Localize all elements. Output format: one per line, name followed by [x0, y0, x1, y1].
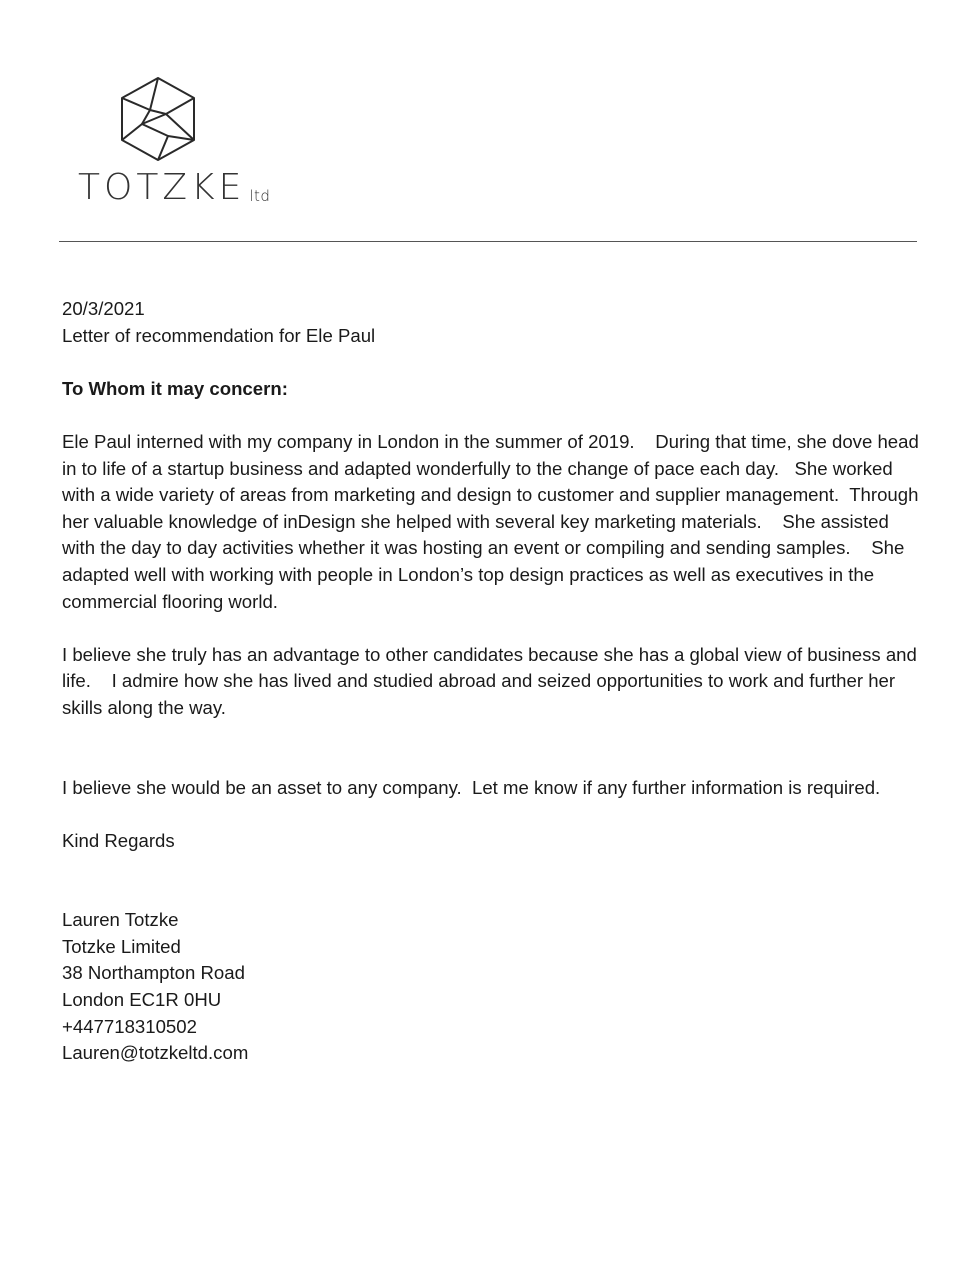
signature-name: Lauren Totzke [62, 909, 179, 931]
signature-phone: +447718310502 [62, 1015, 197, 1037]
paragraph-internship: Ele Paul interned with my company in London in the summer of 2019. During that time, she dove head in to life of a startup business and adapted wonderfully to the change of pace each day. She worked with a wide variety of areas from marketing and design to customer and supplier management. Through her valuable knowledge of inDesign she helped with several key marketing materials. She assisted with the day to day activities whether it was hosting an event or compiling and sending samples. She adapted well with working with people in London’s top design practices as well as executives in the commercial flooring world. [62, 430, 925, 612]
signature-address-line1: 38 Northampton Road [62, 962, 245, 984]
company-suffix: ltd [249, 187, 271, 205]
signature-block [62, 907, 922, 1067]
header-divider [59, 241, 917, 242]
letter-body [62, 296, 925, 1067]
paragraph-global-view: I believe she truly has an advantage to other candidates because she has a global view of business and life. I admire how she has lived and studied abroad and seized opportunities to work and further her skills along the way. [62, 643, 923, 718]
signature-address-line2: London EC1R 0HU [62, 989, 222, 1011]
company-wordmark [78, 167, 271, 208]
letterhead [78, 70, 298, 210]
letter-date: 20/3/2021 [62, 298, 145, 319]
letter-salutation: To Whom it may concern: [62, 377, 288, 399]
letter-closing: Kind Regards [62, 829, 175, 851]
signature-company: Totzke Limited [62, 935, 181, 957]
paragraph-asset: I believe she would be an asset to any company. Let me know if any further information is required. [62, 776, 881, 798]
hexagon-logo-icon [120, 76, 196, 162]
signature-email: Lauren@totzkeltd.com [62, 1042, 249, 1064]
company-name: TOTZKE [78, 167, 246, 208]
letter-subject: Letter of recommendation for Ele Paul [62, 324, 376, 346]
